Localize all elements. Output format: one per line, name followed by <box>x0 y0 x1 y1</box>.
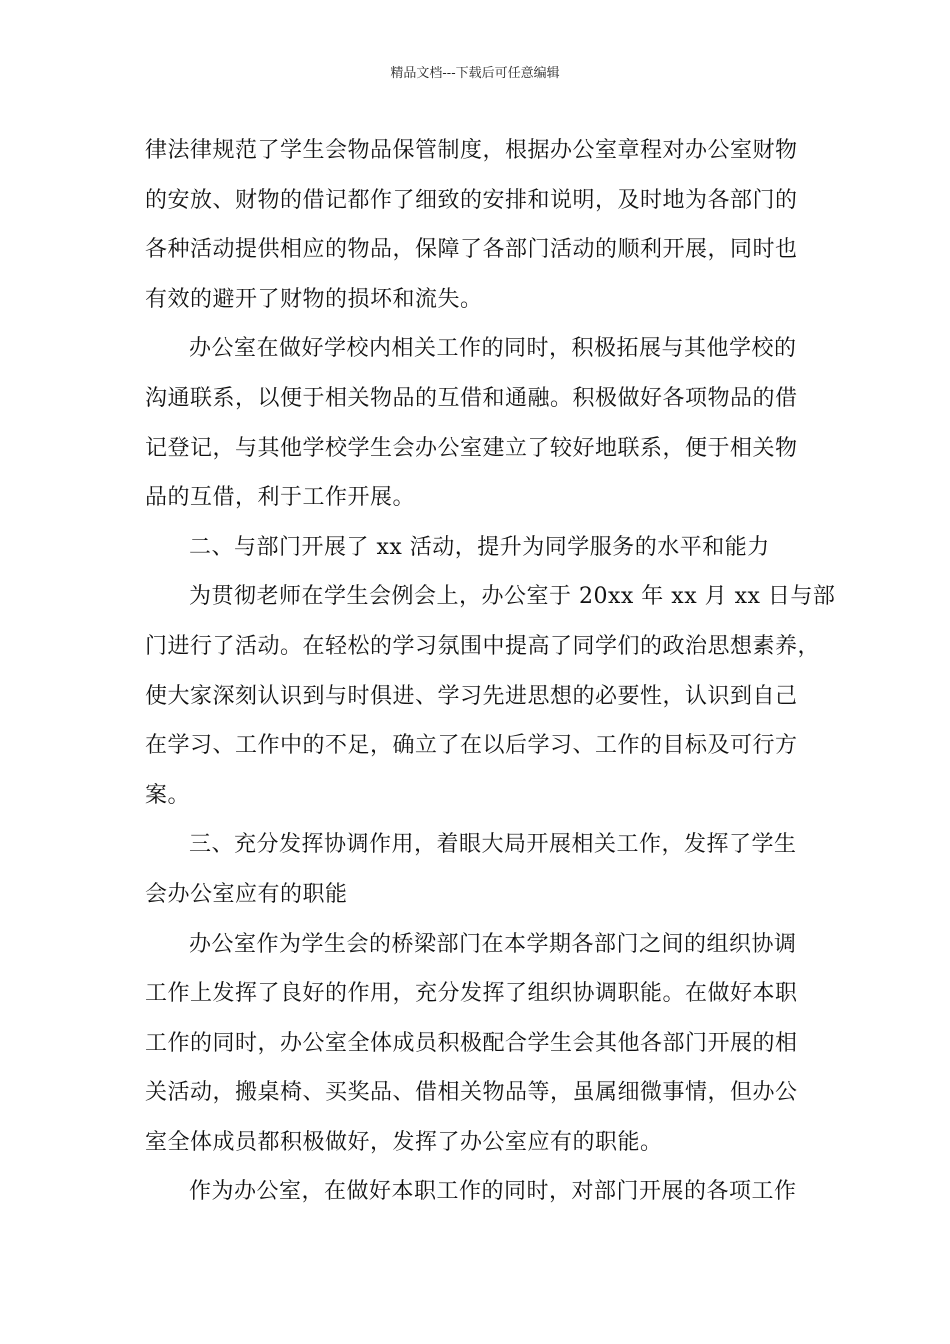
section-heading: 二、与部门开展了 xx 活动，提升为同学服务的水平和能力 <box>189 534 770 560</box>
text-line: 关活动，搬桌椅、买奖品、借相关物品等，虽属细微事情，但办公 <box>145 1080 798 1106</box>
document-body <box>145 126 836 1217</box>
text-line: 门进行了活动。在轻松的学习氛围中提高了同学们的政治思想素养， <box>145 633 821 659</box>
page-header: 精品文档---下载后可任意编辑 <box>390 66 560 81</box>
text-line: 律法律规范了学生会物品保管制度，根据办公室章程对办公室财物 <box>145 138 798 163</box>
text-line: 各种活动提供相应的物品，保障了各部门活动的顺利开展，同时也 <box>145 237 798 263</box>
text-line: 工作上发挥了良好的作用，充分发挥了组织协调职能。在做好本职 <box>145 981 798 1007</box>
text-line: 案。 <box>145 782 191 808</box>
text-line: 使大家深刻认识到与时俱进、学习先进思想的必要性，认识到自己 <box>145 683 798 709</box>
text-line: 工作的同时，办公室全体成员积极配合学生会其他各部门开展的相 <box>145 1030 798 1056</box>
text-line: 在学习、工作中的不足，确立了在以后学习、工作的目标及可行方 <box>145 733 798 759</box>
paragraph-first-line: 办公室作为学生会的桥梁部门在本学期各部门之间的组织协调 <box>189 931 797 957</box>
text-line: 有效的避开了财物的损坏和流失。 <box>145 286 483 312</box>
text-line: 品的互借，利于工作开展。 <box>145 485 416 511</box>
text-line: 的安放、财物的借记都作了细致的安排和说明，及时地为各部门的 <box>145 187 798 213</box>
paragraph-first-line: 作为办公室，在做好本职工作的同时，对部门开展的各项工作 <box>189 1179 797 1205</box>
paragraph-first-line: 办公室在做好学校内相关工作的同时，积极拓展与其他学校的 <box>189 336 797 362</box>
section-heading-continued: 会办公室应有的职能 <box>145 881 348 907</box>
section-heading: 三、充分发挥协调作用，着眼大局开展相关工作，发挥了学生 <box>189 832 797 858</box>
paragraph-first-line: 为贯彻老师在学生会例会上，办公室于 20xx 年 xx 月 xx 日与部 <box>189 584 836 610</box>
text-line: 记登记，与其他学校学生会办公室建立了较好地联系，便于相关物 <box>145 435 798 461</box>
text-line: 室全体成员都积极做好，发挥了办公室应有的职能。 <box>145 1129 663 1155</box>
text-line: 沟通联系，以便于相关物品的互借和通融。积极做好各项物品的借 <box>145 385 798 411</box>
